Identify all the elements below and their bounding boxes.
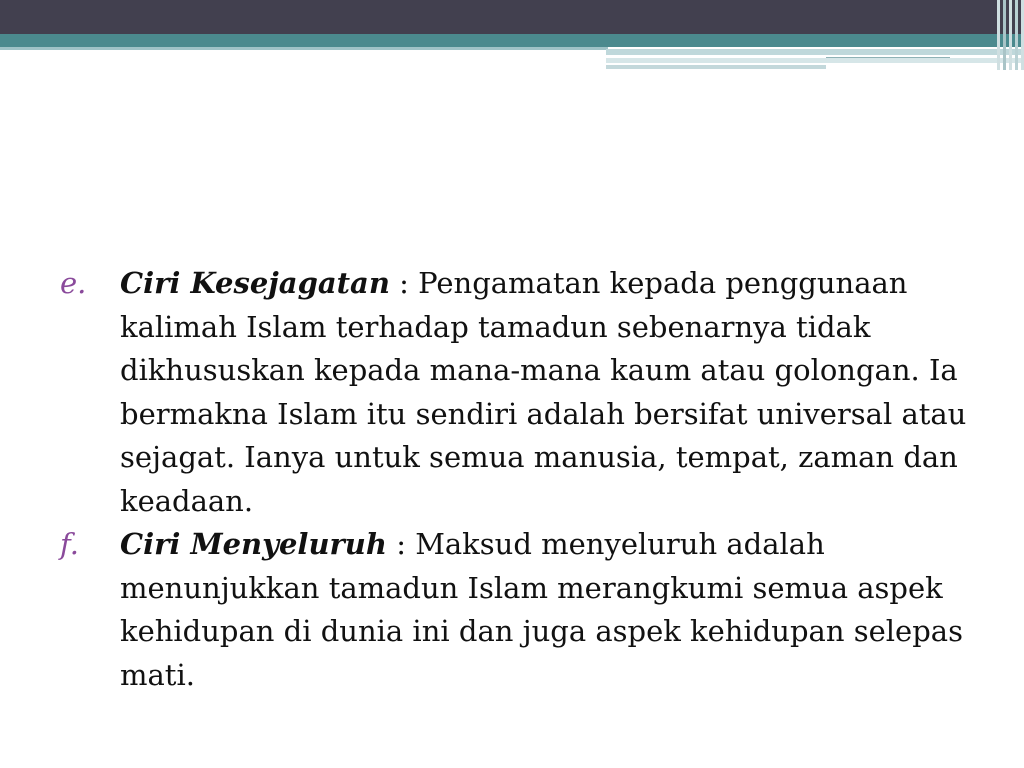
header-teal-bar	[0, 34, 1024, 47]
item-text: Maksud menyeluruh adalah menunjukkan tamadun Islam merangkumi semua aspek kehidupan di dunia ini dan juga aspek kehidupan selepas mati.	[120, 527, 963, 692]
header-ribbon-lower	[606, 58, 1024, 63]
corner-stripes	[994, 0, 1024, 70]
header-light-bar	[0, 47, 608, 50]
list-item-e	[60, 262, 970, 523]
list-item-f	[60, 523, 970, 697]
list-marker: f.	[60, 527, 79, 561]
item-text: Pengamatan kepada penggunaan kalimah Islam terhadap tamadun sebenarnya tidak dikhususkan kepada mana-mana kaum atau golongan. Ia bermakna Islam itu sendiri adalah bersifat universal atau sejagat. Ianya untuk semua manusia, tempat, zaman dan keadaan.	[120, 266, 967, 518]
header-dark-bar	[0, 0, 1024, 34]
item-term: Ciri Kesejagatan	[120, 266, 390, 300]
item-separator: :	[386, 527, 416, 561]
item-separator: :	[389, 266, 419, 300]
corner-stripe	[1015, 0, 1018, 70]
header-ribbon-line	[826, 57, 950, 58]
item-term: Ciri Menyeluruh	[120, 527, 387, 561]
header-ribbon-short	[606, 65, 826, 69]
corner-stripe	[997, 0, 1000, 70]
header-ribbon-upper	[606, 49, 1024, 55]
list-marker: e.	[60, 266, 87, 300]
corner-stripe	[1003, 0, 1006, 70]
bullet-list	[60, 262, 970, 697]
corner-stripe	[1009, 0, 1012, 70]
